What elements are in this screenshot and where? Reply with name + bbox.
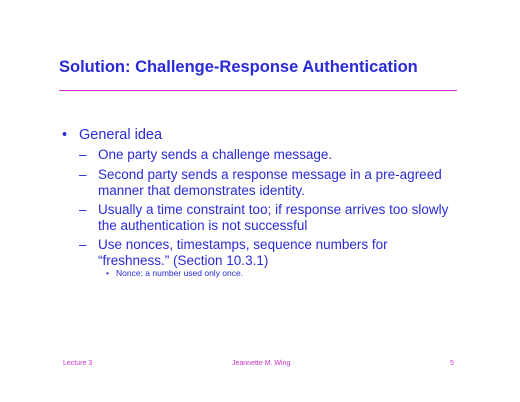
- subbullet-line: manner that demonstrates identity.: [98, 183, 305, 198]
- footer-page-number: 5: [450, 360, 454, 367]
- bullet-marker: •: [62, 127, 68, 143]
- subbullet-line: One party sends a challenge message.: [98, 147, 333, 162]
- subbullet-line: Second party sends a response message in a pre-agreed: [98, 167, 442, 182]
- dash-marker: –: [79, 202, 87, 217]
- subbullet-line: Use nonces, timestamps, sequence numbers for: [98, 237, 388, 252]
- subbullet-line: “freshness.” (Section 10.3.1): [98, 253, 269, 268]
- dot-marker: •: [106, 268, 109, 278]
- footer-lecture: Lecture 3: [63, 360, 93, 367]
- subbullet-line: Usually a time constraint too; if response arrives too slowly: [98, 202, 449, 217]
- dash-marker: –: [79, 167, 87, 182]
- dash-marker: –: [79, 237, 87, 252]
- bullet-general-idea: General idea: [79, 127, 163, 143]
- title-divider: [59, 90, 457, 91]
- footer-author: Jeannette M. Wing: [232, 360, 291, 367]
- subbullet-line: the authentication is not successful: [98, 218, 308, 233]
- dash-marker: –: [79, 147, 87, 162]
- subsubbullet-nonce: Nonce: a number used only once.: [116, 268, 244, 278]
- slide-title: Solution: Challenge-Response Authentication: [59, 58, 418, 76]
